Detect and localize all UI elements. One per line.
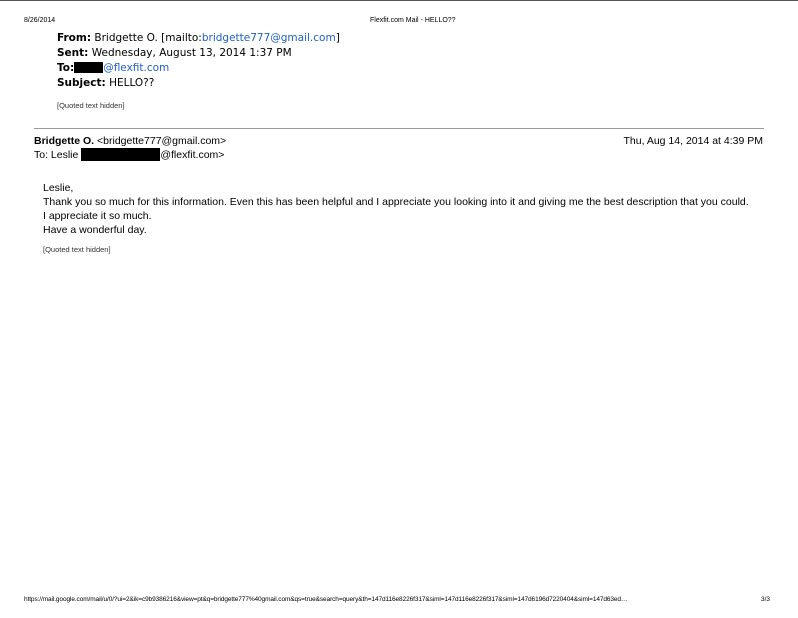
print-title: Flexfit.com Mail - HELLO?? [370,17,456,24]
quoted-subject-label: Subject: [57,77,106,89]
quoted-sent-line [57,46,340,61]
sender-name: Bridgette O. [34,135,95,147]
quoted-from-email-link[interactable]: bridgette777@gmail.com [201,32,336,44]
quoted-from-line [57,31,340,46]
print-footer-url: https://mail.google.com/mail/u/0/?ui=2&ik=c9b9386216&view=pt&q=bridgette777%40gmail.com&qs=true&search=query&th=147d116e8226f317&siml=147d116e8226f317&siml=147d6196d7220404&siml=147d63ed… [24,596,628,603]
quoted-to-label: To: [57,62,75,74]
redaction-box [74,62,103,73]
body-line: Thank you so much for this information. Even this has been helpful and I appreciate you looking into it and giving me the best description that you could. [43,196,749,208]
recipient-domain: @flexfit.com> [160,149,225,161]
message-body [43,181,783,237]
body-line: I appreciate it so much. [43,210,152,222]
quoted-subject-value: HELLO?? [109,77,155,89]
quoted-to-line [57,61,340,76]
print-date: 8/26/2014 [24,17,56,24]
recipient-prefix: To: Leslie [34,149,79,161]
body-line: Have a wonderful day. [43,224,147,236]
body-line: Leslie, [43,182,74,194]
message-recipient [34,148,224,162]
quoted-sent-value: Wednesday, August 13, 2014 1:37 PM [91,47,292,59]
sender-email: <bridgette777@gmail.com> [97,135,227,147]
quoted-to-domain-link[interactable]: @flexfit.com [103,62,170,74]
message-date: Thu, Aug 14, 2014 at 4:39 PM [623,135,763,147]
print-page-number: 3/3 [761,596,771,603]
quoted-from-close: ] [335,32,340,44]
quoted-text-hidden-link[interactable]: [Quoted text hidden] [57,101,125,110]
quoted-email-header [57,31,340,113]
quoted-subject-line [57,76,340,91]
quoted-text-hidden-link[interactable]: [Quoted text hidden] [43,245,111,254]
quoted-sent-label: Sent: [57,47,89,59]
message-divider [34,128,764,129]
redaction-box [81,148,160,161]
quoted-from-name: Bridgette O. [mailto: [94,32,202,44]
top-rule [0,0,798,1]
message-sender [34,135,226,148]
quoted-from-label: From: [57,32,92,44]
